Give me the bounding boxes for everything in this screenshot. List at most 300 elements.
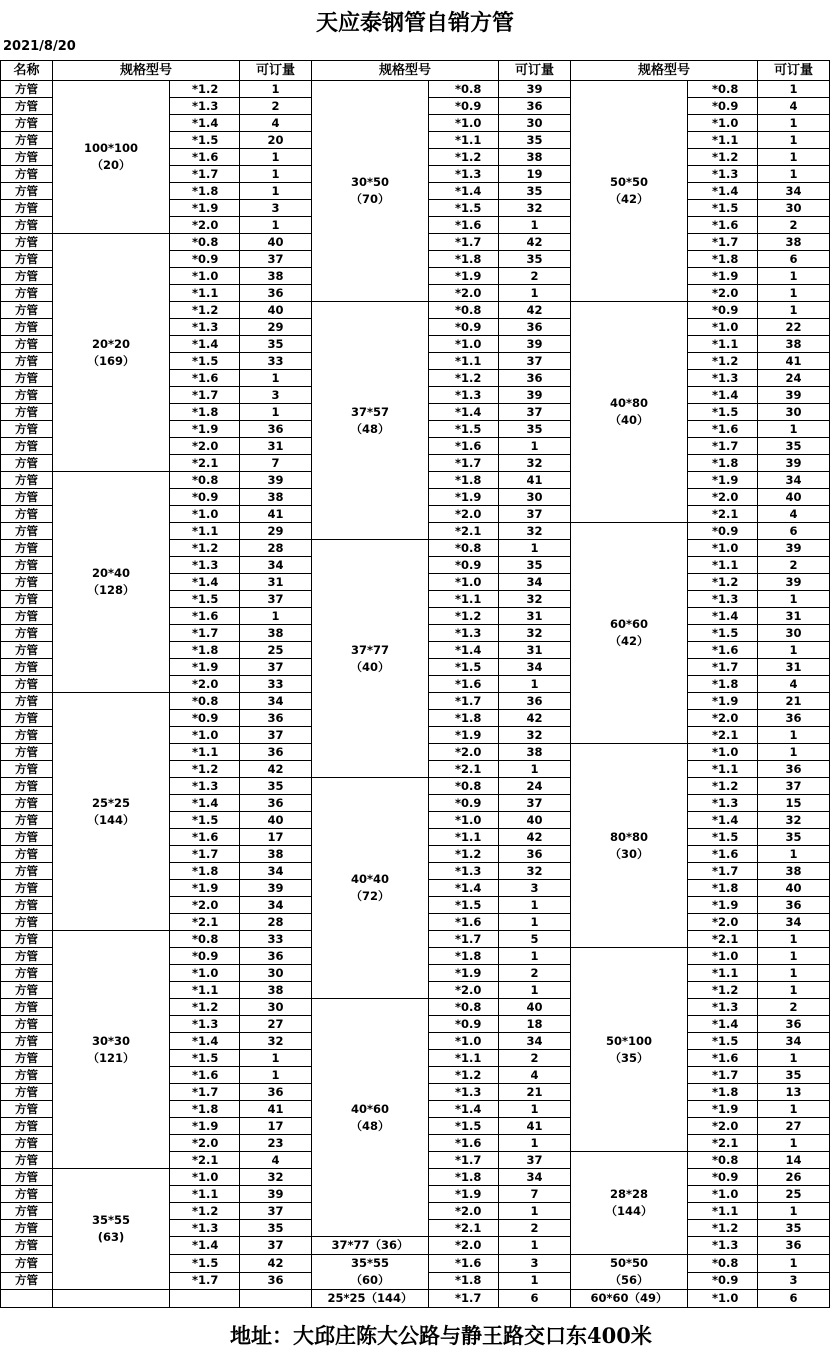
- quantity-cell: 19: [499, 166, 571, 183]
- quantity-cell: 27: [240, 1016, 312, 1033]
- thickness-cell: *1.5: [170, 1255, 240, 1273]
- size-label: 60*60（49）: [590, 1291, 668, 1305]
- thickness-cell: *1.4: [429, 183, 499, 200]
- quantity-cell: 4: [758, 506, 830, 523]
- quantity-cell: 38: [758, 234, 830, 251]
- product-name: 方管: [1, 1118, 53, 1135]
- quantity-cell: 31: [240, 438, 312, 455]
- sheet-title: 天应泰钢管自销方管: [315, 10, 514, 36]
- thickness-cell: *2.1: [688, 506, 758, 523]
- size-count: （70）: [350, 192, 390, 206]
- quantity-cell: 41: [499, 472, 571, 489]
- product-name: 方管: [1, 778, 53, 795]
- quantity-cell: 4: [240, 115, 312, 132]
- thickness-cell: *1.9: [688, 268, 758, 285]
- thickness-cell: *0.9: [429, 1016, 499, 1033]
- product-name: 方管: [1, 217, 53, 234]
- product-name: 方管: [1, 744, 53, 761]
- quantity-cell: 36: [499, 370, 571, 387]
- quantity-cell: 29: [240, 523, 312, 540]
- size-label: 37*77（36）: [331, 1238, 409, 1252]
- size-label: 37*57: [351, 404, 390, 419]
- thickness-cell: *1.9: [429, 268, 499, 285]
- thickness-cell: *1.4: [429, 404, 499, 421]
- quantity-cell: 2: [758, 217, 830, 234]
- thickness-cell: *1.2: [429, 608, 499, 625]
- quantity-cell: 13: [758, 1084, 830, 1101]
- thickness-cell: *1.8: [170, 642, 240, 659]
- thickness-cell: *1.5: [429, 200, 499, 217]
- quantity-cell: 35: [499, 183, 571, 200]
- product-name: 方管: [1, 965, 53, 982]
- thickness-cell: *1.5: [688, 1033, 758, 1050]
- thickness-cell: *2.0: [429, 285, 499, 302]
- spec-size: [571, 744, 688, 948]
- quantity-cell: 35: [240, 336, 312, 353]
- thickness-cell: *0.9: [170, 489, 240, 506]
- quantity-cell: 1: [758, 285, 830, 302]
- quantity-cell: 1: [758, 642, 830, 659]
- thickness-cell: *1.9: [170, 421, 240, 438]
- quantity-cell: 38: [499, 744, 571, 761]
- thickness-cell: *1.8: [429, 948, 499, 965]
- thickness-cell: *1.2: [688, 778, 758, 795]
- quantity-cell: 30: [499, 115, 571, 132]
- quantity-cell: 32: [499, 200, 571, 217]
- quantity-cell: 1: [240, 166, 312, 183]
- thickness-cell: *1.3: [688, 166, 758, 183]
- quantity-cell: 32: [499, 863, 571, 880]
- thickness-cell: *0.8: [170, 234, 240, 251]
- size-label: 30*50: [351, 175, 390, 189]
- thickness-cell: *1.5: [688, 200, 758, 217]
- quantity-cell: 1: [240, 608, 312, 625]
- quantity-cell: 1: [499, 1203, 571, 1220]
- size-count: （169）: [87, 353, 135, 368]
- quantity-cell: 1: [240, 183, 312, 200]
- spec-size: [571, 1255, 688, 1290]
- spec-size: [53, 693, 170, 931]
- thickness-cell: *1.9: [170, 1118, 240, 1135]
- quantity-cell: 34: [499, 659, 571, 676]
- thickness-cell: *1.7: [429, 931, 499, 948]
- quantity-cell: 4: [758, 98, 830, 115]
- spec-size: [53, 1290, 170, 1308]
- thickness-cell: *1.4: [170, 574, 240, 591]
- quantity-cell: 39: [240, 1186, 312, 1203]
- thickness-cell: *1.5: [170, 812, 240, 829]
- thickness-cell: *1.3: [170, 557, 240, 574]
- quantity-cell: 22: [758, 319, 830, 336]
- quantity-cell: 4: [499, 1067, 571, 1084]
- header-spec: 规格型号: [571, 61, 758, 81]
- thickness-cell: *1.3: [170, 1220, 240, 1237]
- quantity-cell: 35: [499, 251, 571, 268]
- quantity-cell: 39: [758, 455, 830, 472]
- quantity-cell: 42: [240, 1255, 312, 1273]
- size-count: （40）: [609, 413, 649, 427]
- quantity-cell: 5: [499, 931, 571, 948]
- product-name: 方管: [1, 557, 53, 574]
- product-name: 方管: [1, 81, 53, 98]
- quantity-cell: 1: [240, 149, 312, 166]
- thickness-cell: *1.7: [170, 166, 240, 183]
- thickness-cell: *0.8: [429, 540, 499, 557]
- thickness-cell: *1.4: [170, 115, 240, 132]
- quantity-cell: 32: [240, 1169, 312, 1186]
- quantity-cell: 36: [499, 693, 571, 710]
- thickness-cell: *1.0: [688, 948, 758, 965]
- product-name: 方管: [1, 999, 53, 1016]
- quantity-cell: 32: [499, 625, 571, 642]
- quantity-cell: 35: [758, 829, 830, 846]
- thickness-cell: *2.0: [688, 1118, 758, 1135]
- product-name: 方管: [1, 931, 53, 948]
- thickness-cell: *1.2: [688, 353, 758, 370]
- quantity-cell: 21: [499, 1084, 571, 1101]
- product-name: 方管: [1, 710, 53, 727]
- size-count: （72）: [350, 889, 390, 903]
- quantity-cell: 33: [240, 676, 312, 693]
- quantity-cell: 39: [240, 880, 312, 897]
- quantity-cell: 36: [499, 846, 571, 863]
- thickness-cell: *1.9: [688, 472, 758, 489]
- size-label: 80*80: [610, 829, 649, 844]
- quantity-cell: 34: [240, 863, 312, 880]
- size-count: （144）: [87, 812, 135, 827]
- quantity-cell: 7: [499, 1186, 571, 1203]
- product-name: 方管: [1, 506, 53, 523]
- size-label: 28*28: [610, 1187, 649, 1201]
- thickness-cell: *1.7: [688, 659, 758, 676]
- quantity-cell: 1: [758, 132, 830, 149]
- thickness-cell: *1.0: [429, 574, 499, 591]
- quantity-cell: 41: [758, 353, 830, 370]
- quantity-cell: 36: [758, 761, 830, 778]
- thickness-cell: *1.7: [170, 625, 240, 642]
- product-name: 方管: [1, 149, 53, 166]
- thickness-cell: *1.6: [429, 217, 499, 234]
- thickness-cell: *1.2: [170, 1203, 240, 1220]
- thickness-cell: *1.4: [170, 1237, 240, 1255]
- thickness-cell: *1.0: [170, 506, 240, 523]
- thickness-cell: *1.1: [429, 591, 499, 608]
- product-name: 方管: [1, 268, 53, 285]
- spec-size: [571, 81, 688, 302]
- thickness-cell: *1.6: [170, 149, 240, 166]
- thickness-cell: *0.9: [688, 1169, 758, 1186]
- thickness-cell: *2.0: [429, 982, 499, 999]
- product-name: 方管: [1, 1152, 53, 1169]
- quantity-cell: 29: [240, 319, 312, 336]
- quantity-cell: 38: [240, 982, 312, 999]
- thickness-cell: *1.7: [429, 693, 499, 710]
- thickness-cell: *1.1: [170, 982, 240, 999]
- quantity-cell: 42: [499, 302, 571, 319]
- quantity-cell: 34: [758, 183, 830, 200]
- thickness-cell: *0.9: [429, 557, 499, 574]
- quantity-cell: 1: [499, 540, 571, 557]
- quantity-cell: 33: [240, 931, 312, 948]
- thickness-cell: *1.5: [688, 829, 758, 846]
- thickness-cell: *1.0: [688, 115, 758, 132]
- quantity-cell: 36: [240, 795, 312, 812]
- thickness-cell: *1.8: [170, 863, 240, 880]
- quantity-cell: 1: [499, 438, 571, 455]
- spec-size: [312, 81, 429, 302]
- quantity-cell: 37: [758, 778, 830, 795]
- thickness-cell: *1.9: [688, 693, 758, 710]
- quantity-cell: 36: [240, 948, 312, 965]
- product-name: 方管: [1, 200, 53, 217]
- quantity-cell: 30: [240, 999, 312, 1016]
- quantity-cell: 1: [758, 846, 830, 863]
- spec-size: [53, 81, 170, 234]
- quantity-cell: 1: [758, 268, 830, 285]
- thickness-cell: *1.6: [170, 608, 240, 625]
- thickness-cell: *1.2: [688, 982, 758, 999]
- thickness-cell: *0.8: [429, 778, 499, 795]
- thickness-cell: *1.5: [429, 421, 499, 438]
- thickness-cell: *1.3: [688, 999, 758, 1016]
- thickness-cell: *1.0: [429, 1033, 499, 1050]
- product-name: 方管: [1, 608, 53, 625]
- size-count: （60）: [350, 1273, 390, 1287]
- quantity-cell: 2: [499, 1050, 571, 1067]
- thickness-cell: *1.0: [170, 727, 240, 744]
- thickness-cell: *1.9: [688, 1101, 758, 1118]
- quantity-cell: 1: [758, 1203, 830, 1220]
- thickness-cell: *1.2: [429, 1067, 499, 1084]
- thickness-cell: *1.9: [170, 659, 240, 676]
- quantity-cell: 37: [240, 591, 312, 608]
- thickness-cell: *2.0: [170, 676, 240, 693]
- quantity-cell: 31: [758, 659, 830, 676]
- quantity-cell: 36: [758, 897, 830, 914]
- quantity-cell: 37: [499, 795, 571, 812]
- quantity-cell: 36: [240, 285, 312, 302]
- thickness-cell: *1.7: [170, 846, 240, 863]
- thickness-cell: *1.6: [688, 846, 758, 863]
- quantity-cell: 38: [240, 625, 312, 642]
- quantity-cell: 32: [758, 812, 830, 829]
- product-name: 方管: [1, 353, 53, 370]
- product-name: 方管: [1, 863, 53, 880]
- quantity-cell: 35: [499, 132, 571, 149]
- size-label: 35*55: [91, 1213, 131, 1227]
- thickness-cell: *0.9: [429, 319, 499, 336]
- size-count: （40）: [350, 659, 390, 674]
- quantity-cell: 21: [758, 693, 830, 710]
- quantity-cell: 2: [499, 965, 571, 982]
- quantity-cell: 24: [758, 370, 830, 387]
- thickness-cell: *1.6: [429, 676, 499, 693]
- product-name: [1, 1290, 53, 1308]
- thickness-cell: *1.3: [170, 778, 240, 795]
- thickness-cell: *1.4: [429, 1101, 499, 1118]
- thickness-cell: *1.0: [170, 965, 240, 982]
- thickness-cell: *1.0: [429, 336, 499, 353]
- quantity-cell: 1: [758, 115, 830, 132]
- product-name: 方管: [1, 455, 53, 472]
- quantity-cell: 39: [240, 472, 312, 489]
- quantity-cell: 35: [240, 778, 312, 795]
- quantity-cell: 36: [240, 421, 312, 438]
- thickness-cell: *1.9: [170, 880, 240, 897]
- spec-size: [312, 778, 429, 999]
- quantity-cell: 34: [758, 914, 830, 931]
- quantity-cell: 32: [499, 591, 571, 608]
- quantity-cell: 6: [758, 251, 830, 268]
- thickness-cell: *1.9: [688, 897, 758, 914]
- quantity-cell: 30: [758, 404, 830, 421]
- product-name: 方管: [1, 1169, 53, 1186]
- quantity-cell: 42: [499, 710, 571, 727]
- thickness-cell: *1.4: [170, 1033, 240, 1050]
- thickness-cell: *2.1: [429, 1220, 499, 1237]
- thickness-cell: *0.9: [429, 98, 499, 115]
- quantity-cell: 26: [758, 1169, 830, 1186]
- size-count: （144）: [605, 1204, 653, 1218]
- quantity-cell: 17: [240, 1118, 312, 1135]
- quantity-cell: 1: [758, 149, 830, 166]
- quantity-cell: 38: [758, 863, 830, 880]
- thickness-cell: *1.5: [170, 353, 240, 370]
- quantity-cell: 34: [499, 574, 571, 591]
- product-name: 方管: [1, 183, 53, 200]
- quantity-cell: 1: [240, 1050, 312, 1067]
- product-name: 方管: [1, 642, 53, 659]
- stock-table: [0, 60, 830, 1308]
- size-label: 25*25: [91, 795, 131, 810]
- product-name: 方管: [1, 574, 53, 591]
- quantity-cell: 37: [499, 404, 571, 421]
- quantity-cell: 36: [758, 1016, 830, 1033]
- product-name: 方管: [1, 676, 53, 693]
- product-name: 方管: [1, 251, 53, 268]
- thickness-cell: *1.6: [688, 642, 758, 659]
- thickness-cell: *1.8: [688, 455, 758, 472]
- quantity-cell: 28: [240, 540, 312, 557]
- quantity-cell: 42: [499, 829, 571, 846]
- thickness-cell: *1.2: [688, 574, 758, 591]
- quantity-cell: 3: [499, 880, 571, 897]
- quantity-cell: 37: [499, 353, 571, 370]
- quantity-cell: 38: [240, 489, 312, 506]
- spec-size: [53, 234, 170, 472]
- thickness-cell: *1.3: [688, 591, 758, 608]
- thickness-cell: *1.6: [429, 438, 499, 455]
- quantity-cell: 38: [240, 268, 312, 285]
- thickness-cell: *2.0: [170, 438, 240, 455]
- product-name: 方管: [1, 1067, 53, 1084]
- thickness-cell: *1.0: [688, 319, 758, 336]
- product-name: 方管: [1, 387, 53, 404]
- quantity-cell: 40: [499, 999, 571, 1016]
- thickness-cell: *1.1: [688, 761, 758, 778]
- product-name: 方管: [1, 897, 53, 914]
- quantity-cell: 40: [240, 302, 312, 319]
- thickness-cell: *1.3: [429, 625, 499, 642]
- quantity-cell: 34: [758, 1033, 830, 1050]
- thickness-cell: *1.0: [688, 540, 758, 557]
- spec-size: [312, 302, 429, 540]
- quantity-cell: 3: [240, 387, 312, 404]
- quantity-cell: 1: [758, 591, 830, 608]
- thickness-cell: *1.6: [688, 1050, 758, 1067]
- thickness-cell: *1.5: [429, 659, 499, 676]
- quantity-cell: 1: [758, 727, 830, 744]
- size-label: 25*25（144）: [327, 1291, 413, 1305]
- size-label: 20*40: [91, 566, 131, 580]
- quantity-cell: 28: [240, 914, 312, 931]
- quantity-cell: 1: [499, 676, 571, 693]
- thickness-cell: *1.3: [688, 795, 758, 812]
- quantity-cell: 36: [240, 710, 312, 727]
- quantity-cell: 37: [240, 251, 312, 268]
- thickness-cell: *2.1: [170, 1152, 240, 1169]
- thickness-cell: *1.1: [429, 1050, 499, 1067]
- quantity-cell: 36: [240, 744, 312, 761]
- product-name: 方管: [1, 115, 53, 132]
- thickness-cell: *1.8: [170, 183, 240, 200]
- thickness-cell: *1.6: [170, 1067, 240, 1084]
- quantity-cell: [240, 1290, 312, 1308]
- thickness-cell: *0.8: [170, 693, 240, 710]
- thickness-cell: *2.1: [688, 931, 758, 948]
- quantity-cell: 1: [499, 1135, 571, 1152]
- quantity-cell: 39: [499, 336, 571, 353]
- quantity-cell: 40: [758, 880, 830, 897]
- thickness-cell: *1.3: [688, 370, 758, 387]
- thickness-cell: *1.1: [688, 132, 758, 149]
- thickness-cell: *2.1: [170, 914, 240, 931]
- thickness-cell: *2.0: [170, 217, 240, 234]
- thickness-cell: *0.9: [688, 523, 758, 540]
- quantity-cell: 35: [758, 1220, 830, 1237]
- thickness-cell: *2.0: [429, 506, 499, 523]
- quantity-cell: 32: [499, 523, 571, 540]
- thickness-cell: *1.7: [688, 438, 758, 455]
- thickness-cell: *1.2: [170, 761, 240, 778]
- thickness-cell: *1.8: [429, 251, 499, 268]
- quantity-cell: 37: [499, 506, 571, 523]
- product-name: 方管: [1, 914, 53, 931]
- thickness-cell: *0.8: [429, 81, 499, 98]
- size-label: 20*20: [91, 336, 131, 351]
- quantity-cell: 39: [758, 574, 830, 591]
- quantity-cell: 38: [758, 336, 830, 353]
- product-name: 方管: [1, 302, 53, 319]
- sheet-date: 2021/8/20: [3, 39, 76, 54]
- quantity-cell: 31: [499, 608, 571, 625]
- product-name: 方管: [1, 98, 53, 115]
- product-name: 方管: [1, 336, 53, 353]
- product-name: 方管: [1, 591, 53, 608]
- quantity-cell: 1: [240, 217, 312, 234]
- size-count: （48）: [350, 1118, 390, 1133]
- product-name: 方管: [1, 1135, 53, 1152]
- size-label: 40*80: [610, 396, 649, 410]
- quantity-cell: 1: [499, 1237, 571, 1255]
- thickness-cell: *1.5: [688, 625, 758, 642]
- thickness-cell: *0.9: [170, 251, 240, 268]
- product-name: 方管: [1, 540, 53, 557]
- quantity-cell: 1: [499, 948, 571, 965]
- thickness-cell: *1.3: [429, 387, 499, 404]
- quantity-cell: 1: [499, 217, 571, 234]
- spec-size: [53, 931, 170, 1169]
